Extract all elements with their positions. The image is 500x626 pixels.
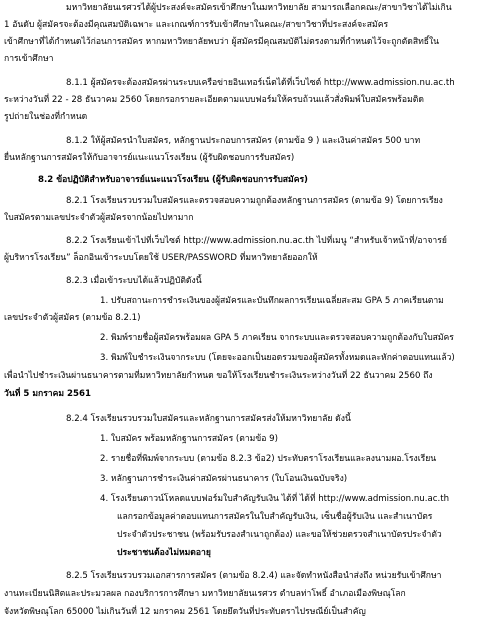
list-item: 1. ปรับสถานะการชำระเงินของผู้สมัครและบันทึกผลการเรียนเฉลี่ยสะสม GPA 5 ภาคเรียนตาม [100,296,444,306]
list-item: 2. รายชื่อที่พิมพ์จากระบบ (ตามข้อ 8.2.3 ข้อ2) ประทับตราโรงเรียนและลงนามผอ.โรงเรียน [100,454,437,464]
text-line: 8.2.5 โรงเรียนรวบรวมเอกสารการสมัคร (ตามข้อ 8.2.4) และจัดทำหนังสือนำส่งถึง หน่วยรับเข้าศึกษา [66,571,442,581]
text-line: ผู้บริหารโรงเรียน” ล็อกอินเข้าระบบโดยใช้ USER/PASSWORD ที่มหาวิทยาลัยออกให้ [4,253,318,263]
text-line: เข้าศึกษาที่ได้กำหนดไว้ก่อนการสมัคร หากมหาวิทยาลัยพบว่า ผู้สมัครมีคุณสมบัติไม่ตรงตามที่กำหนดไว้จะถูกตัดสิทธิ์ใน [4,37,440,47]
text-line: งานทะเบียนนิสิตและประมวลผล กองบริการการศึกษา มหาวิทยาลัยนเรศวร ตำบลท่าโพธิ์ อำเภอเมืองพิษณุโลก [4,589,406,599]
text-line: 8.1.2 ให้ผู้สมัครนำใบสมัคร, หลักฐานประกอบการสมัคร (ตามข้อ 9 ) และเงินค่าสมัคร 500 บาท [66,136,421,146]
text-line: ประจำตัวประชาชน (พร้อมรับรองสำเนาถูกต้อง) และขอให้ช่วยตรวจสำเนาบัตรประจำตัว [117,530,442,540]
text-line: ระหว่างวันที่ 22 - 28 ธันวาคม 2560 โดยกรอกรายละเอียดตามแบบฟอร์มให้ครบถ้วนแล้วสั่งพิมพ์ใบสมัครพร้อมติด [4,95,424,105]
text-line: การเข้าศึกษา [4,54,54,64]
text-line: ประชาชนต้องไม่หมดอายุ [117,548,211,558]
text-line: 8.2.2 โรงเรียนเข้าไปที่เว็บไซต์ http://www.admission.nu.ac.th ไปที่เมนู “สำหรับเจ้าหน้าที่/อาจารย์ [66,236,447,246]
text-line: 8.1.1 ผู้สมัครจะต้องสมัครผ่านระบบเครือข่ายอินเทอร์เน็ตได้ที่เว็บไซต์ http://www.admission.nu.ac.th [66,78,455,88]
text-line: 8.2.4 โรงเรียนรวบรวมใบสมัครและหลักฐานการสมัครส่งให้มหาวิทยาลัย ดังนี้ [66,414,351,424]
text-line: 1 อันดับ ผู้สมัครจะต้องมีคุณสมบัติเฉพาะ และเกณฑ์การรับเข้าศึกษาในคณะ/สาขาวิชาที่ประสงค์จะสมัคร [4,20,389,30]
text-line: เพื่อนำไปชำระเงินผ่านธนาคารตามที่มหาวิทยาลัยกำหนด ขอให้โรงเรียนชำระเงินระหว่างวันที่ 22 ธันวาคม 2560 ถึง [4,371,433,381]
text-line: 8.2.1 โรงเรียนรวบรวมใบสมัครและตรวจสอบความถูกต้องหลักฐานการสมัคร (ตามข้อ 9) โดยการเรียง [66,196,443,206]
list-item: 1. ใบสมัคร พร้อมหลักฐานการสมัคร (ตามข้อ 9) [100,434,278,444]
text-line: จังหวัดพิษณุโลก 65000 ไม่เกินวันที่ 12 มกราคม 2561 โดยยึดวันที่ประทับตราไปรษณีย์เป็นสำคัญ [4,607,366,617]
list-item: 3. หลักฐานการชำระเงินค่าสมัครผ่านธนาคาร (ใบโอนเงินฉบับจริง) [100,474,348,484]
text-line: 8.2.3 เมื่อเข้าระบบได้แล้วปฏิบัติดังนี้ [66,276,202,286]
section-heading: 8.2 ข้อปฏิบัติสำหรับอาจารย์แนะแนวโรงเรียน (ผู้รับผิดชอบการรับสมัคร) [38,175,308,185]
list-item: 3. พิมพ์ใบชำระเงินจากระบบ (โดยจะออกเป็นยอดรวมของผู้สมัครทั้งหมดและหักค่าตอบแทนแล้ว) [100,353,455,363]
text-line: วันที่ 5 มกราคม 2561 [4,389,91,399]
text-line: มหาวิทยาลัยนเรศวรได้ผู้ประสงค์จะสมัครเข้าศึกษาในมหาวิทยาลัย สามารถเลือกคณะ/สาขาวิชาได้ไม่เกิน [66,3,452,13]
list-item: 4. โรงเรียนดาวน์โหลดแบบฟอร์มใบสำคัญรับเงิน ได้ที่ ได้ที่ http://www.admission.nu.ac.th [100,494,450,504]
text-line: ยื่นหลักฐานการสมัครให้กับอาจารย์แนะแนวโรงเรียน (ผู้รับผิดชอบการรับสมัคร) [4,153,295,163]
text-line: เลขประจำตัวผู้สมัคร (ตามข้อ 8.2.1) [4,313,141,323]
text-line: รูปถ่ายในช่องที่กำหนด [4,112,88,122]
text-line: ใบสมัครตามเลขประจำตัวผู้สมัครจากน้อยไปหามาก [4,213,194,223]
text-line: แลกรอกข้อมูลค่าตอบแทนการสมัครในใบสำคัญรับเงิน, เซ็นชื่อผู้รับเงิน และสำเนาบัตร [117,512,433,522]
list-item: 2. พิมพ์รายชื่อผู้สมัครพร้อมผล GPA 5 ภาคเรียน จากระบบและตรวจสอบความถูกต้องกับใบสมัคร [100,333,454,343]
